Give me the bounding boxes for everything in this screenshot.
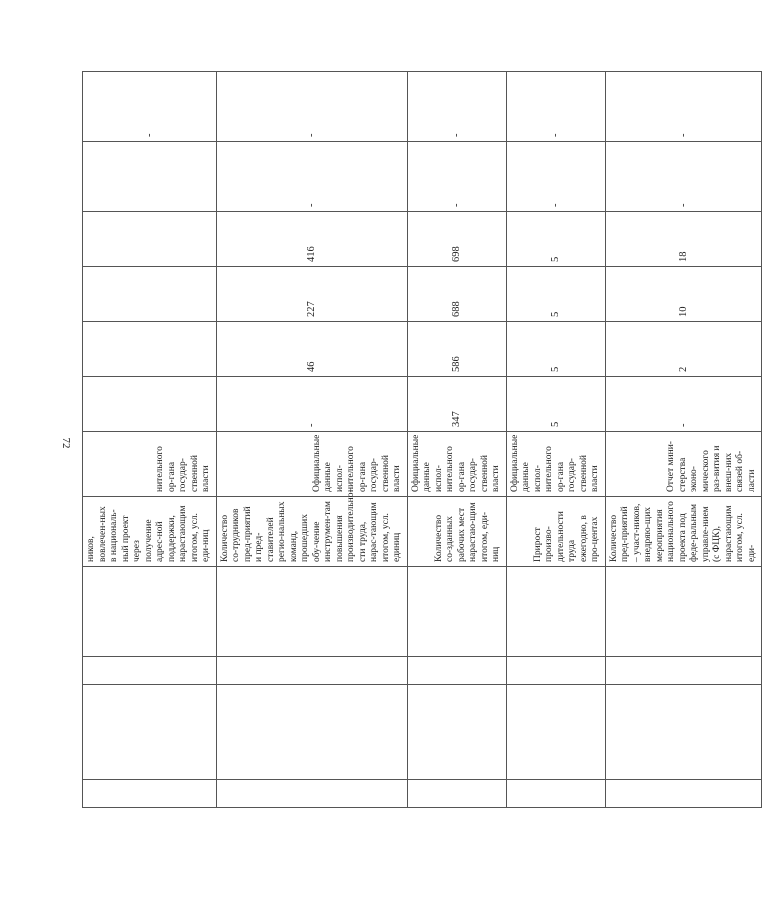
empty-cell xyxy=(407,780,506,808)
empty-cell xyxy=(216,567,407,657)
table-row xyxy=(407,72,506,808)
indicator-cell: Количество пред-приятий – участ-ников, внедряю-щих мероприятия национального проекта под феде-ральным управле-нием (с ФЦК), нарастающим итогом, усл. еди- xyxy=(605,497,762,567)
value-cell xyxy=(83,377,217,432)
value-cell: 2 xyxy=(605,322,762,377)
value-cell xyxy=(83,267,217,322)
indicator-table-frame xyxy=(82,72,757,808)
value-cell: 416 xyxy=(216,212,407,267)
empty-cell xyxy=(83,685,217,780)
empty-cell xyxy=(605,657,762,685)
value-cell: 586 xyxy=(407,322,506,377)
source-cell: нительного ор-гана государ-ственной власти xyxy=(83,432,217,497)
empty-cell xyxy=(216,685,407,780)
empty-cell xyxy=(506,780,605,808)
value-cell: - xyxy=(506,142,605,212)
empty-cell xyxy=(216,780,407,808)
source-cell: Официальные данные испол-нительного ор-гана государ-ственной власти xyxy=(216,432,407,497)
value-cell: 5 xyxy=(506,322,605,377)
value-cell: 698 xyxy=(407,212,506,267)
value-cell: 46 xyxy=(216,322,407,377)
value-cell: 5 xyxy=(506,212,605,267)
value-cell: - xyxy=(216,142,407,212)
value-cell: 688 xyxy=(407,267,506,322)
empty-cell xyxy=(506,657,605,685)
table-row xyxy=(216,72,407,808)
empty-cell xyxy=(83,567,217,657)
empty-cell xyxy=(605,780,762,808)
value-cell: 18 xyxy=(605,212,762,267)
value-cell: - xyxy=(605,377,762,432)
source-cell: Официальные данные испол-нительного ор-гана государ-ственной власти xyxy=(407,432,506,497)
page-number: 72 xyxy=(60,437,72,449)
empty-cell xyxy=(83,657,217,685)
value-cell: 5 xyxy=(506,377,605,432)
empty-cell xyxy=(407,685,506,780)
value-cell: - xyxy=(407,72,506,142)
source-cell: Отчет мини-стерства эконо-мического раз-вития и внеш-них связей об-ласти xyxy=(605,432,762,497)
value-cell xyxy=(83,142,217,212)
table-row xyxy=(83,72,217,808)
source-cell: Официальные данные испол-нительного ор-гана государ-ственной власти xyxy=(506,432,605,497)
value-cell: - xyxy=(605,142,762,212)
value-cell: 5 xyxy=(506,267,605,322)
indicator-cell: Количество со-трудников пред-приятий и пред-ставителей регио-нальных команд, прошедших обу-чение инструмен-там повышения производительно-сти труда, нарас-тающим итогом, усл. единиц xyxy=(216,497,407,567)
value-cell xyxy=(83,212,217,267)
value-cell: - xyxy=(216,72,407,142)
value-cell: 347 xyxy=(407,377,506,432)
empty-cell xyxy=(407,567,506,657)
value-cell: - xyxy=(83,72,217,142)
table-row xyxy=(605,72,762,808)
empty-cell xyxy=(506,685,605,780)
indicator-table xyxy=(82,71,762,808)
empty-cell xyxy=(407,657,506,685)
table-row xyxy=(506,72,605,808)
value-cell: - xyxy=(506,72,605,142)
empty-cell xyxy=(83,780,217,808)
value-cell: - xyxy=(605,72,762,142)
empty-cell xyxy=(605,567,762,657)
indicator-cell: Прирост произво-дительности труда ежегодно, в про-центах xyxy=(506,497,605,567)
empty-cell xyxy=(605,685,762,780)
empty-cell xyxy=(216,657,407,685)
indicator-cell: ников, вовлечен-ных в националь-ный проект через получение адрес-ной поддержки, нарастающим итогом, усл. еди-ниц xyxy=(83,497,217,567)
value-cell: - xyxy=(216,377,407,432)
value-cell: 227 xyxy=(216,267,407,322)
rotated-table-container xyxy=(82,72,757,808)
empty-cell xyxy=(506,567,605,657)
value-cell: 10 xyxy=(605,267,762,322)
value-cell: - xyxy=(407,142,506,212)
indicator-cell: Количество со-зданных рабочих мест нарастаю-щим итогом, еди-ниц xyxy=(407,497,506,567)
value-cell xyxy=(83,322,217,377)
